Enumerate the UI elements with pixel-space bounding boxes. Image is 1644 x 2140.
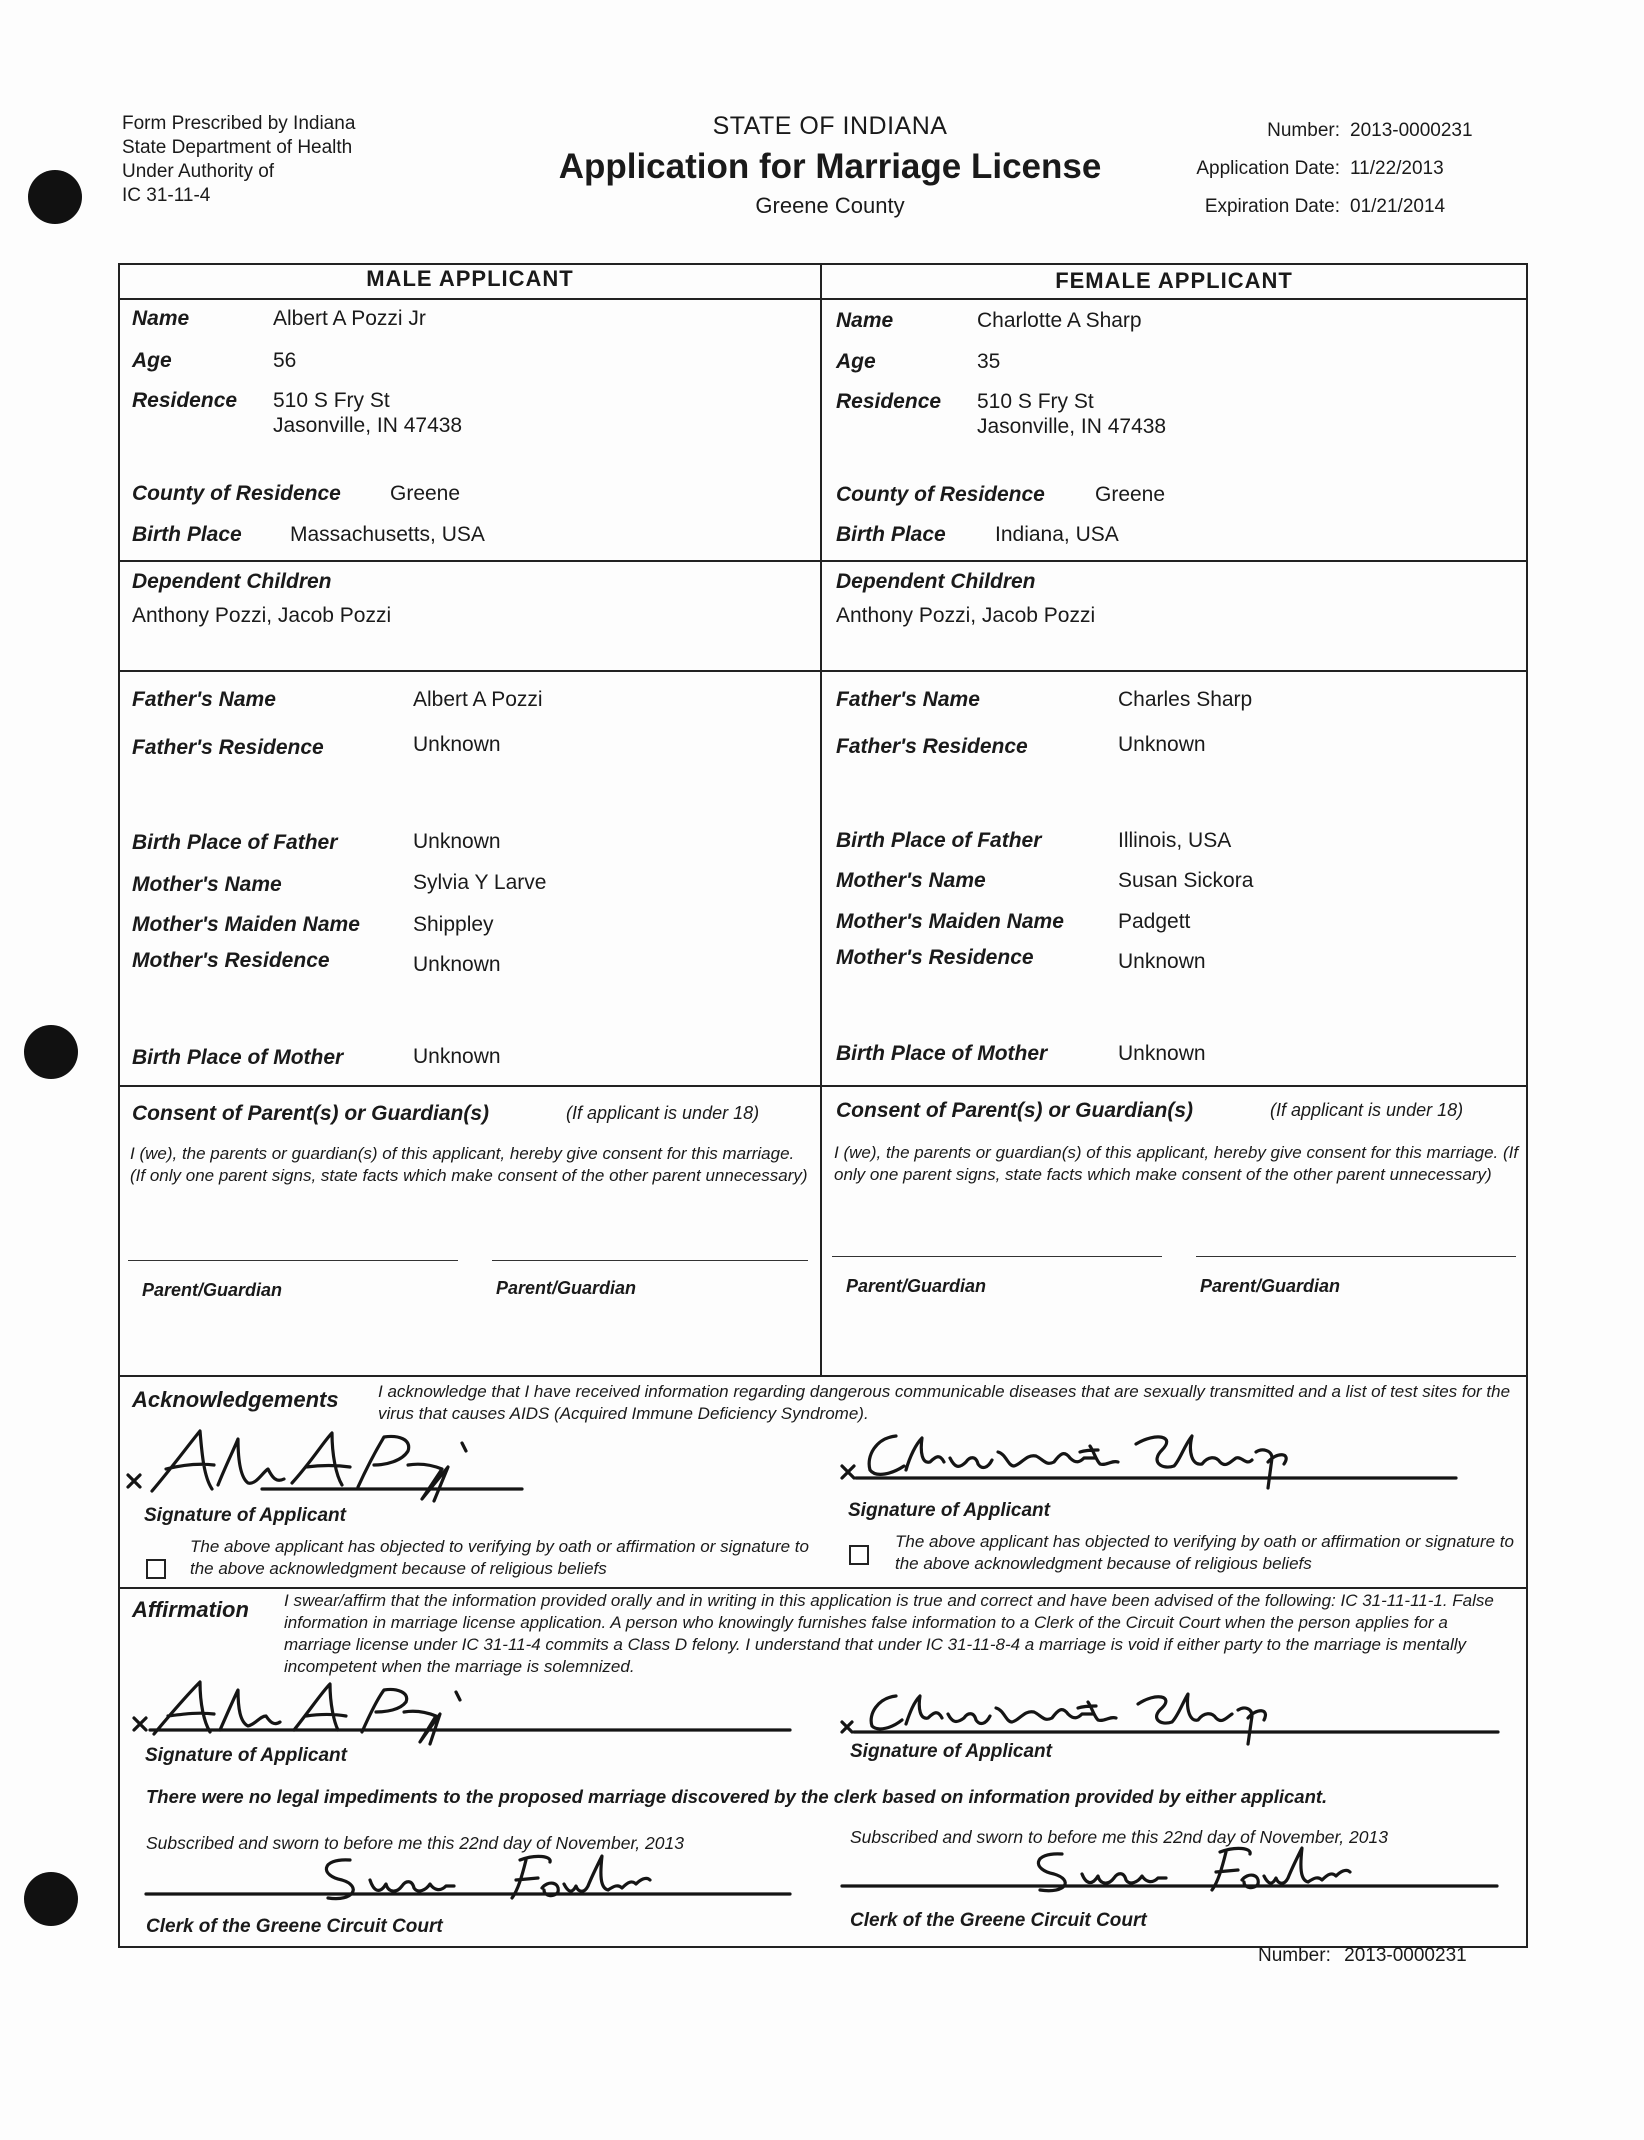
female-ack-signature-label: Signature of Applicant (848, 1500, 1050, 1521)
female-birth-place-father-label: Birth Place of Father (836, 829, 1042, 852)
male-parent-guardian-label-1: Parent/Guardian (142, 1280, 283, 1300)
male-birth-place-father-label: Birth Place of Father (132, 831, 338, 854)
female-dependent-children: Anthony Pozzi, Jacob Pozzi (836, 604, 1096, 627)
punch-hole-top (28, 170, 82, 224)
female-sworn-text: Subscribed and sworn to before me this 22nd day of November, 2013 (850, 1827, 1388, 1847)
male-county: Greene (390, 482, 461, 505)
female-applicant-heading: FEMALE APPLICANT (1055, 268, 1293, 293)
male-affirmation-signature (130, 1678, 790, 1748)
affirmation-text: I swear/affirm that the information provided orally and in writing in this application is true and correct and have been advised of the following: IC 31-11-11-1. False information in marriage license application. A person who knowingly furnishes false information to a Clerk of the Circuit Court when the person applies for a marriage license under IC 31-11-4 commits a Class D felony. I understand that under IC 31-11-8-4 a marriage is void if either party to the marriage is mentally incompetent when the marriage is solemnized. (284, 1591, 1494, 1676)
male-mothers-residence-label: Mother's Residence (132, 949, 330, 972)
affirmation-rule (118, 1587, 1528, 1589)
county-name: Greene County (755, 193, 905, 218)
male-name-label: Name (132, 307, 190, 330)
female-birth-place-mother-label: Birth Place of Mother (836, 1042, 1048, 1065)
female-consent-text: I (we), the parents or guardian(s) of this applicant, hereby give consent for this marriage. (If only one parent signs, state facts which make consent of the other parent unnecessary) (834, 1143, 1519, 1184)
male-objection-checkbox[interactable] (146, 1559, 166, 1579)
heading-rule (118, 298, 1528, 300)
male-birth-place-label: Birth Place (132, 523, 242, 546)
female-clerk-signature (842, 1832, 1512, 1902)
male-clerk-label: Clerk of the Greene Circuit Court (146, 1916, 443, 1937)
prescribed-line: State Department of Health (122, 137, 353, 158)
prescribed-by (122, 112, 355, 208)
male-parent-guardian-label-2: Parent/Guardian (496, 1278, 637, 1298)
female-fathers-name-label: Father's Name (836, 688, 980, 711)
male-ack-signature-label: Signature of Applicant (144, 1505, 346, 1526)
male-birth-place: Massachusetts, USA (290, 523, 485, 546)
male-age: 56 (273, 349, 297, 372)
page-title: Application for Marriage License (558, 147, 1102, 186)
female-age: 35 (977, 350, 1001, 373)
male-aff-signature-label: Signature of Applicant (145, 1745, 347, 1766)
female-mothers-name: Susan Sickora (1118, 869, 1254, 892)
female-name: Charlotte A Sharp (977, 309, 1142, 332)
application-date-value: 11/22/2013 (1350, 158, 1444, 179)
affirmation-title: Affirmation (132, 1597, 249, 1622)
male-parent-signature-line-2 (492, 1260, 808, 1261)
female-aff-signature-label: Signature of Applicant (850, 1741, 1052, 1762)
male-birth-place-father: Unknown (413, 830, 501, 853)
female-fathers-residence: Unknown (1118, 733, 1206, 756)
male-parent-signature-line-1 (128, 1260, 458, 1261)
female-birth-place: Indiana, USA (995, 523, 1119, 546)
prescribed-line: Form Prescribed by Indiana (122, 113, 356, 134)
female-parent-signature-line-1 (832, 1256, 1162, 1257)
male-fathers-name-label: Father's Name (132, 688, 276, 711)
male-fathers-residence: Unknown (413, 733, 501, 756)
male-birth-place-mother-label: Birth Place of Mother (132, 1046, 344, 1069)
state-name: STATE OF INDIANA (712, 112, 948, 140)
number-label: Number: (1267, 120, 1340, 141)
parents-rule (118, 670, 1528, 672)
male-mothers-maiden-name: Shippley (413, 913, 494, 936)
footer-number-label: Number: (1258, 1945, 1331, 1966)
male-clerk-signature (140, 1840, 810, 1910)
female-residence-line1: 510 S Fry St (977, 390, 1094, 413)
acknowledgements-rule (118, 1375, 1528, 1377)
female-fathers-name: Charles Sharp (1118, 688, 1253, 711)
expiration-date-value: 01/21/2014 (1350, 196, 1446, 217)
female-birth-place-father: Illinois, USA (1118, 829, 1232, 852)
male-consent-text: I (we), the parents or guardian(s) of this applicant, hereby give consent for this marriage. (If only one parent signs, state facts which make consent of the other parent unnecessary) (130, 1144, 808, 1185)
male-consent-title: Consent of Parent(s) or Guardian(s) (132, 1102, 490, 1125)
impediments-statement: There were no legal impediments to the proposed marriage discovered by the clerk based on information provided by either applicant. (146, 1786, 1328, 1807)
male-applicant-heading: MALE APPLICANT (366, 266, 574, 291)
male-mothers-name: Sylvia Y Larve (413, 871, 547, 894)
male-residence-line1: 510 S Fry St (273, 389, 390, 412)
expiration-date-label: Expiration Date: (1204, 196, 1340, 217)
female-birth-place-mother: Unknown (1118, 1042, 1206, 1065)
form-heading (480, 112, 1180, 219)
female-consent-title: Consent of Parent(s) or Guardian(s) (836, 1099, 1194, 1122)
punch-hole-middle (24, 1025, 78, 1079)
female-mothers-residence-label: Mother's Residence (836, 946, 1034, 969)
male-fathers-name: Albert A Pozzi (413, 688, 543, 711)
male-residence-line2: Jasonville, IN 47438 (273, 414, 463, 437)
number-value: 2013-0000231 (1350, 120, 1473, 141)
female-consent-note: (If applicant is under 18) (1270, 1100, 1464, 1120)
children-rule (118, 560, 1528, 562)
female-mothers-maiden-name: Padgett (1118, 910, 1191, 933)
male-sworn-text: Subscribed and sworn to before me this 22nd day of November, 2013 (146, 1833, 684, 1853)
male-dependent-children-label: Dependent Children (132, 570, 332, 593)
male-mothers-name-label: Mother's Name (132, 873, 282, 896)
male-mothers-maiden-name-label: Mother's Maiden Name (132, 913, 360, 936)
acknowledgements-text: I acknowledge that I have received information regarding dangerous communicable diseases that are sexually transmitted and a list of test sites for the virus that causes AIDS (Acquired Immune Deficiency Syndrome). (378, 1382, 1511, 1423)
male-acknowledgement-signature (122, 1425, 542, 1505)
female-mothers-maiden-name-label: Mother's Maiden Name (836, 910, 1064, 933)
male-dependent-children: Anthony Pozzi, Jacob Pozzi (132, 604, 392, 627)
female-affirmation-signature (838, 1680, 1498, 1750)
male-name: Albert A Pozzi Jr (273, 307, 426, 330)
acknowledgements-title: Acknowledgements (132, 1387, 339, 1412)
male-objection-text: The above applicant has objected to verifying by oath or affirmation or signature to the above acknowledgment because of religious beliefs (190, 1537, 809, 1578)
female-dependent-children-label: Dependent Children (836, 570, 1036, 593)
male-county-label: County of Residence (132, 482, 341, 505)
footer-number (1258, 1945, 1467, 1967)
female-county-label: County of Residence (836, 483, 1045, 506)
male-mothers-residence: Unknown (413, 953, 501, 976)
male-residence-label: Residence (132, 389, 238, 412)
column-divider (820, 263, 822, 1375)
prescribed-line: IC 31-11-4 (122, 185, 211, 206)
female-acknowledgement-signature (836, 1422, 1456, 1492)
male-birth-place-mother: Unknown (413, 1045, 501, 1068)
female-name-label: Name (836, 309, 894, 332)
license-info (1130, 120, 1473, 234)
male-fathers-residence-label: Father's Residence (132, 736, 324, 759)
application-date-label: Application Date: (1196, 158, 1340, 179)
footer-number-value: 2013-0000231 (1344, 1945, 1467, 1966)
female-clerk-label: Clerk of the Greene Circuit Court (850, 1910, 1147, 1931)
male-consent-note: (If applicant is under 18) (566, 1103, 760, 1123)
female-mothers-name-label: Mother's Name (836, 869, 986, 892)
female-residence-line2: Jasonville, IN 47438 (977, 415, 1167, 438)
female-county: Greene (1095, 483, 1166, 506)
female-mothers-residence: Unknown (1118, 950, 1206, 973)
female-parent-guardian-label-2: Parent/Guardian (1200, 1276, 1341, 1296)
female-fathers-residence-label: Father's Residence (836, 735, 1028, 758)
female-age-label: Age (836, 350, 876, 373)
female-objection-checkbox[interactable] (849, 1545, 869, 1565)
consent-rule (118, 1085, 1528, 1087)
female-birth-place-label: Birth Place (836, 523, 946, 546)
female-residence-label: Residence (836, 390, 942, 413)
punch-hole-bottom (24, 1872, 78, 1926)
prescribed-line: Under Authority of (122, 161, 275, 182)
female-parent-signature-line-2 (1196, 1256, 1516, 1257)
female-objection-text: The above applicant has objected to verifying by oath or affirmation or signature to the above acknowledgment because of religious beliefs (895, 1532, 1514, 1573)
male-age-label: Age (132, 349, 172, 372)
female-parent-guardian-label-1: Parent/Guardian (846, 1276, 987, 1296)
